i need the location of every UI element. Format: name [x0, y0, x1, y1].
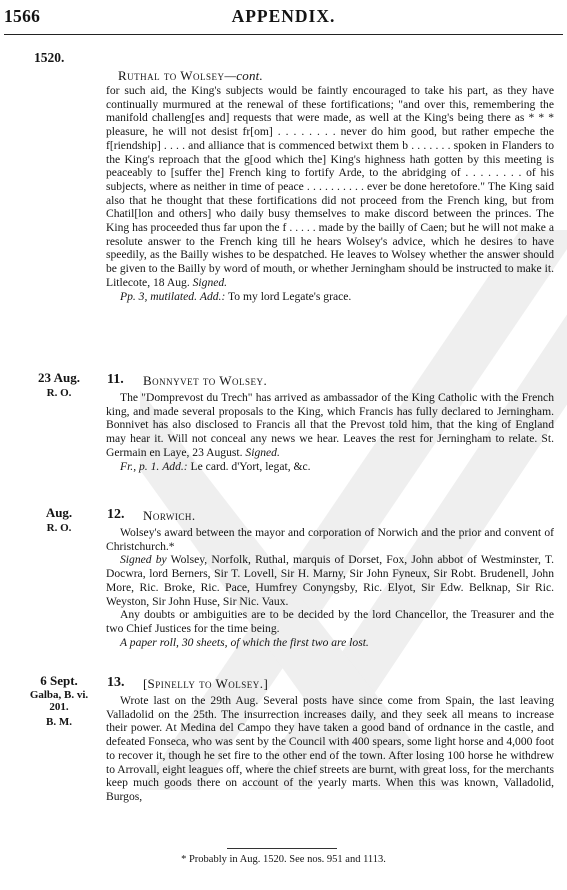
entry-margin: [22, 675, 96, 728]
footnote-rule: [227, 848, 337, 849]
page-header: [0, 6, 567, 32]
address-text: Le card. d'Yort, legat, &c.: [190, 459, 311, 473]
entry-source-page: 201.: [49, 701, 69, 713]
entry-title: [143, 508, 196, 524]
signed-note: Signed.: [245, 445, 280, 459]
entry-number: 11.: [107, 372, 124, 387]
address-text: To my lord Legate's grace.: [228, 289, 352, 303]
entry-title: [143, 373, 267, 389]
entry-body: [106, 84, 554, 303]
entry-note: [106, 460, 554, 474]
bonnyvet-paragraph: [106, 391, 554, 460]
entry-title-text: Bonnyvet to Wolsey.: [143, 373, 268, 388]
entry-body: [106, 391, 554, 473]
signed-note: Signed.: [192, 275, 228, 289]
entry-number: 12.: [107, 507, 125, 522]
signed-label: Signed by: [120, 553, 167, 567]
entry-date: 6 Sept.: [40, 673, 78, 688]
entry-date: 23 Aug.: [38, 370, 80, 385]
header-rule: [4, 34, 563, 35]
signatory-names: Wolsey, Norfolk, Ruthal, marquis of Dorset, Fox, John abbot of Westminster, T. Docwra, lord Berners, Sir T. Lovell, Sir H. Marny, Sir John Fyneux, Sir Robt. Brudenell, John More, Ric. Broke, Ric. Pace, Humfrey Conyngsby, Ric. Elyot, Sir Edw. Belknap, Sir Ric. Weyston, Sir John Huse, Sir Nic. Vaux.: [106, 553, 554, 608]
entry-note: A paper roll, 30 sheets, of which the first two are lost.: [120, 635, 369, 649]
entry-title: [143, 676, 268, 692]
ruthal-paragraph: [106, 84, 554, 290]
entry-title: Ruthal to Wolsey: [118, 68, 225, 83]
entry-heading: [118, 68, 263, 84]
paragraph-text: for such aid, the King's subjects would be faintly encouraged to take his part, as they have continually murmured at the renewal of these fortifications; "and over this, remembering the manifold challeng[es and] requests that were made, as well at the King's being there as * * * pleasure, he will not desist fr[om] . . . . . . . . never do him good, but rather empeche the f[riendship] . . . . and alliance that is commenced betwixt them b . . . . . . . spoken in Flanders to the King's reproach that the g[ood which the] King's highness hath gotten by this meeting is peaceably to [suffer the] French king to fortify Arde, to the abridging of . . . . . . . . of his subjects, where as neither in time of peace . . . . . . . . . . ever be done heretofore." The King said also that he thought that these fortifications did not proceed from the French king, but from Chatil[lon and others] who daily busy themselves to make discord between the princes. The King has proceeded thus far upon the f . . . . . made by the bailly of Caen; but he will not make a resolute answer to the French king till he hears Wolsey's advice, which he desires to have speedily, as the Bailly wishes to be despatched. He leaves to Wolsey whether the answer should be given to the Bailly by word of mouth, or whether Jerningham should be instructed to make it. Litlecote, 18 Aug.: [106, 84, 554, 289]
bracket-close: ]: [263, 676, 269, 691]
entry-cont: —cont.: [224, 68, 263, 83]
entry-date: Aug.: [45, 505, 73, 520]
entry-source: R. O.: [46, 522, 72, 534]
note-label: Pp. 3, mutilated.: [120, 289, 197, 303]
entry-title-text: Norwich.: [143, 508, 196, 523]
bracket-open: [: [143, 676, 148, 691]
entry-margin: [24, 372, 94, 399]
entry-margin: [24, 507, 94, 534]
entry-note: [106, 290, 554, 304]
norwich-paragraph-1: Wolsey's award between the mayor and corporation of Norwich and the prior and convent of Christchurch.*: [106, 526, 554, 553]
year-label: 1520.: [34, 50, 65, 65]
entry-source-lib: B. M.: [46, 716, 72, 728]
footnote: * Probably in Aug. 1520. See nos. 951 and 1113.: [181, 854, 386, 865]
spinelly-paragraph: Wrote last on the 29th Aug. Several posts have since come from Spain, the last leaving Valladolid on the 25th. The insurrection increases daily, and they seek all means to increase their power. At Medina del Campo they have taken a good band of ordnance in the castle, and defeated Fonseca, who was sent by the Council with 400 spears, some light horse and 4,000 foot to recover it, though he set fire to the other end of the town. After losing 100 horse he withdrew to Arrovall, eight leagues off, where the chief streets are burnt, with great loss, for the merchants keep much goods there on account of the yearly marts. When this was known, Valladolid, Burgos,: [106, 694, 554, 803]
entry-source-ref: Galba, B. vi.: [29, 689, 89, 701]
page-number: 1566: [4, 6, 41, 26]
entry-source: R. O.: [46, 387, 72, 399]
add-label: Add.:: [199, 289, 226, 303]
entry-title-text: Spinelly to Wolsey.: [147, 676, 264, 691]
page-title: APPENDIX.: [231, 6, 336, 26]
entry-number: 13.: [107, 675, 125, 690]
add-label: Add.:: [162, 459, 188, 473]
norwich-paragraph-3: Any doubts or ambiguities are to be decided by the lord Chancellor, the Treasurer and the two Chief Justices for the time being.: [106, 608, 554, 635]
norwich-signatories: [106, 553, 554, 608]
entry-body: [106, 694, 554, 804]
paragraph-text: The "Domprevost du Trech" has arrived as ambassador of the King Catholic with the French king, and made several proposals to the King, which Francis has fully declared to Jerningham. Bonnivet has also disclosed to Francis all that the Prevost told him, that the king of England may hear it. Will not conceal any news we hear. Leaves the rest for Jerningham to relate. St. Germain en Laye, 23 August.: [106, 391, 554, 459]
note-label: Fr., p. 1.: [120, 459, 160, 473]
entry-body: [106, 526, 554, 649]
